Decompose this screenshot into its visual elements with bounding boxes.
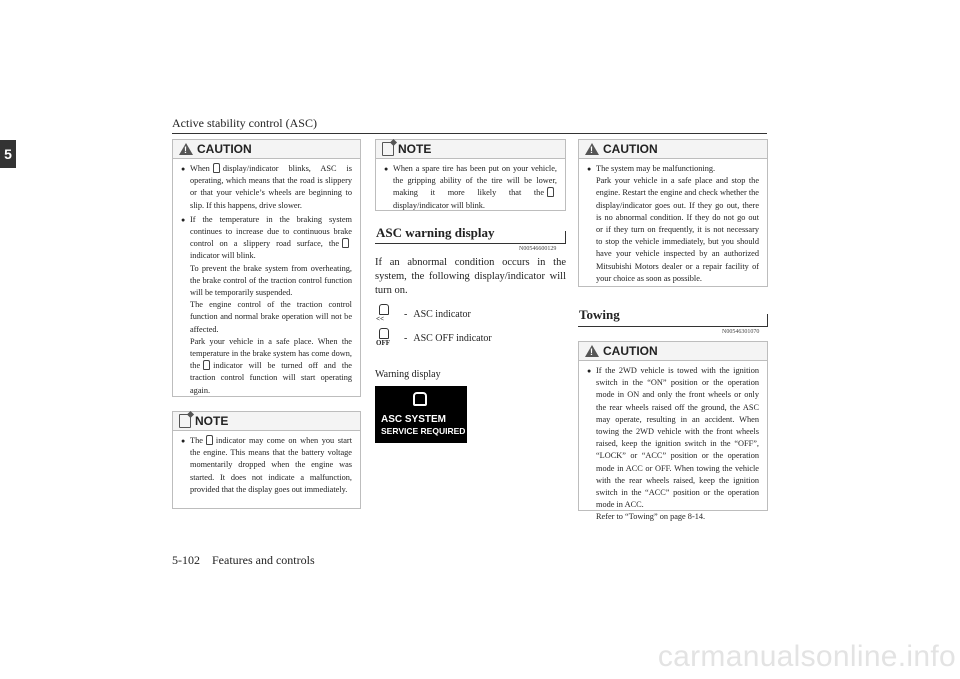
- caution-bullet: [587, 365, 759, 524]
- caution-heading: CAUTION: [603, 344, 658, 358]
- caution-box-towing: [578, 341, 768, 522]
- note-bullet: [384, 163, 557, 212]
- bullet-text: indicator may come on when you start the engine. This means that the battery voltage momentarily dropped when the engine was started. It does not indicate a malfunction, provided that the display goes out immediately.: [190, 436, 352, 494]
- asc-indicator-icon: [206, 435, 213, 445]
- caution-bullet: [181, 214, 352, 397]
- caution-box-asc-blink: [172, 139, 361, 397]
- asc-indicator-icon: [213, 163, 220, 173]
- caution-header: [579, 342, 767, 361]
- note-icon: [179, 414, 191, 428]
- header-rule: [172, 133, 767, 134]
- section-code: N00546301070: [722, 329, 760, 335]
- warning-display-label: Warning display: [375, 369, 441, 380]
- note-box-start-engine: [172, 411, 361, 509]
- bullet-text: indicator will be turned off and the traction control function will start operating again.: [190, 361, 352, 395]
- off-tag: OFF: [376, 339, 390, 347]
- warning-image-line2: SERVICE REQUIRED: [381, 426, 466, 436]
- bullet-text: When a spare tire has been put on your vehicle, the gripping ability of the tire will be lower, making it more likely that the: [393, 164, 557, 198]
- indicator-label: ASC OFF indicator: [413, 332, 492, 344]
- note-header: [173, 412, 360, 431]
- warning-triangle-icon: !: [585, 345, 599, 357]
- bullet-text: To prevent the brake system from overheating, the brake control of the traction control function will be temporarily suspended.: [190, 263, 352, 298]
- bullet-text: The engine control of the traction control function and normal brake operation will not be affected.: [190, 300, 352, 334]
- warning-triangle-icon: !: [585, 143, 599, 155]
- note-box-spare-tire: [375, 139, 566, 211]
- asc-indicator-icon: [203, 360, 210, 370]
- cross-reference: Refer to “Towing” on page 8-14.: [596, 512, 706, 522]
- chapter-tab: 5: [0, 140, 16, 168]
- bullet-text: display/indicator will blink.: [393, 200, 485, 210]
- warning-triangle-icon: !: [179, 143, 193, 155]
- caution-bullet: [181, 163, 352, 212]
- asc-indicator-icon: <<: [376, 304, 394, 324]
- asc-warning-intro: If an abnormal condition occurs in the system, the following display/indicator will turn on.: [375, 257, 566, 296]
- note-header: [376, 140, 565, 159]
- bullet-text: Park your vehicle in a safe place. When the temperature in the brake system has come down, the: [190, 336, 352, 371]
- bullet-text: When: [190, 164, 210, 173]
- skid-car-icon: [413, 392, 427, 406]
- page-footer: [172, 553, 315, 568]
- footer-section: Features and controls: [212, 553, 315, 567]
- indicator-row-asc: [376, 304, 471, 324]
- section-title-asc-warning: ASC warning display: [376, 225, 495, 240]
- caution-heading: CAUTION: [197, 142, 252, 156]
- warning-image-line1: ASC SYSTEM: [381, 414, 447, 425]
- bullet-text: The system may be malfunctioning.: [596, 164, 716, 173]
- caution-box-malfunction: [578, 139, 768, 287]
- bullet-text: indicator will blink.: [190, 251, 256, 261]
- bullet-text: Park your vehicle in a safe place and stop the engine. Restart the engine and check whether the display/indicator goes out. If they go out, there is no abnormal condition. If they do not go out or if they turn on frequently, it is not necessary to stop the vehicle immediately, but you should have your vehicle inspected by an authorized Mitsubishi Motors dealer or a repair facility of your choice as soon as possible.: [596, 176, 759, 283]
- indicator-dash: -: [404, 332, 408, 344]
- watermark: carmanualsonline.info: [657, 640, 956, 673]
- caution-heading: CAUTION: [603, 142, 658, 156]
- page-number: 5-102: [172, 553, 200, 567]
- section-title-towing: Towing: [579, 307, 620, 322]
- asc-off-indicator-icon: [376, 328, 394, 348]
- section-code: N00546600129: [519, 246, 557, 252]
- bullet-text: The: [190, 436, 203, 445]
- note-icon: [382, 142, 394, 156]
- asc-indicator-icon: [342, 238, 349, 248]
- indicator-row-asc-off: [376, 328, 492, 348]
- caution-header: [579, 140, 767, 159]
- bullet-text: display/indicator blinks, ASC is operating, which means that the road is slippery or that your vehicle’s wheels are beginning to slip. If this happens, drive slower.: [190, 164, 352, 210]
- bullet-text: If the 2WD vehicle is towed with the ignition switch in the “ON” position or the operation mode in ON and only the front wheels or only the rear wheels raised off the ground, the ASC may operate, resulting in an accident. When towing the 2WD vehicle with the front wheels raised, keep the ignition switch in the “OFF”, “LOCK” or “ACC” position or the operation mode in ACC or OFF. When towing the vehicle with the rear wheels raised, keep the ignition switch in the “ACC” position or the operation mode in ACC.: [596, 366, 759, 510]
- page-header-title: Active stability control (ASC): [172, 116, 317, 130]
- section-rule: [375, 243, 566, 244]
- bullet-text: If the temperature in the braking system continues to increase due to continuous brake control on a slippery road surface, the: [190, 214, 352, 249]
- indicator-label: ASC indicator: [413, 308, 471, 320]
- note-heading: NOTE: [398, 142, 432, 156]
- caution-bullet: [587, 163, 759, 285]
- caution-header: [173, 140, 360, 159]
- indicator-dash: -: [404, 308, 408, 320]
- asc-warning-display-image: [375, 386, 467, 443]
- note-heading: NOTE: [195, 414, 229, 428]
- asc-indicator-icon: [547, 187, 554, 197]
- note-bullet: [181, 435, 352, 496]
- section-rule: [578, 326, 768, 327]
